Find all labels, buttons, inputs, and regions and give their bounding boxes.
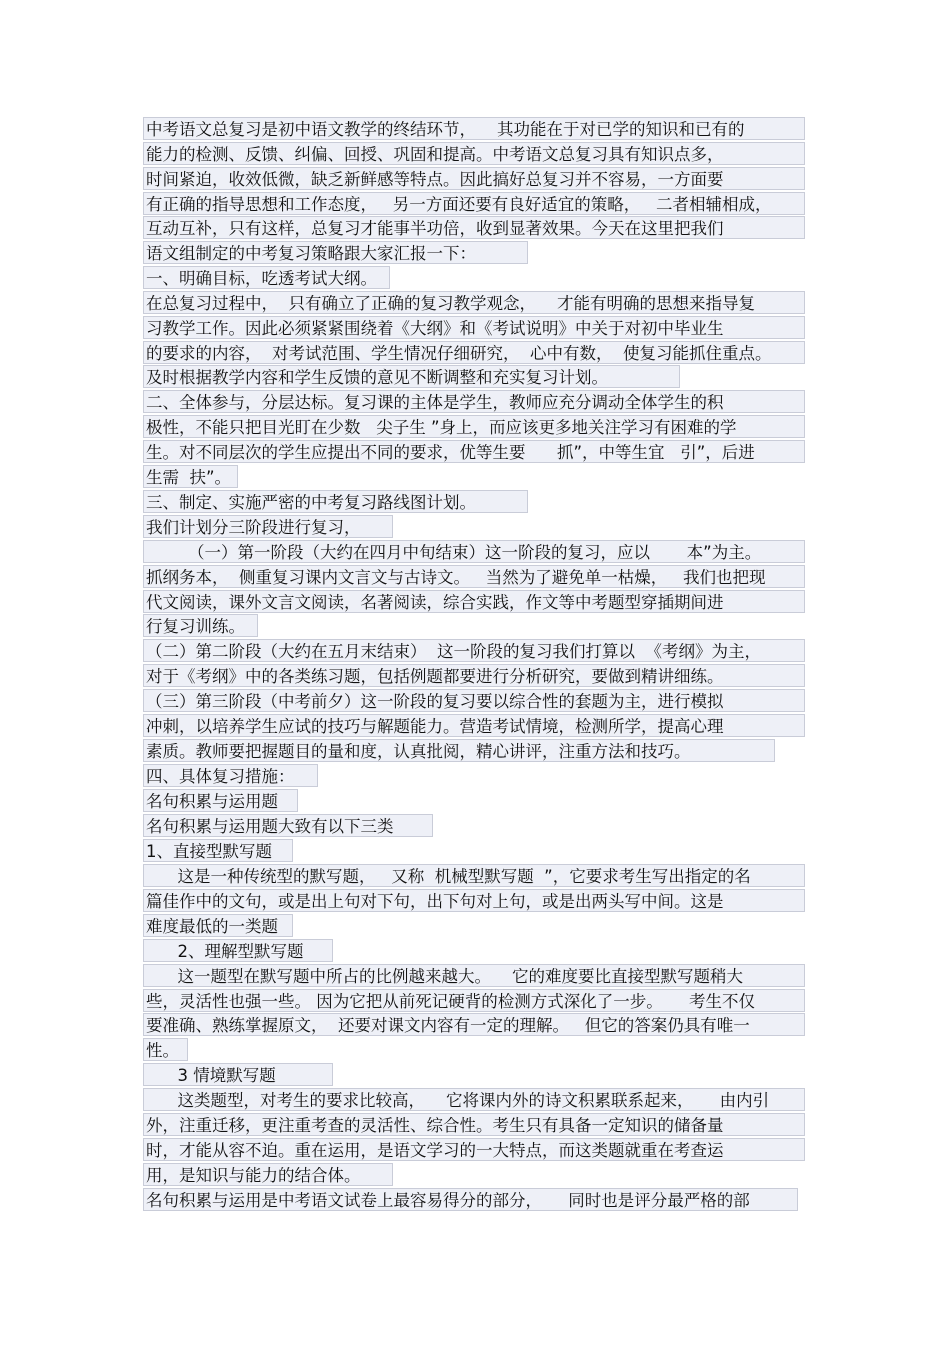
text-line: （二）第二阶段（大约在五月末结束） 这一阶段的复习我们打算以 《考纲》为主， bbox=[143, 639, 805, 662]
text-line: 3 情境默写题 bbox=[143, 1063, 333, 1086]
text-line: 极性，不能只把目光盯在少数 尖子生 ”身上，而应该更多地关注学习有困难的学 bbox=[143, 415, 805, 438]
text-line: 用，是知识与能力的结合体。 bbox=[143, 1163, 393, 1186]
text-line: 难度最低的一类题 bbox=[143, 914, 293, 937]
text-line: 名句积累与运用是中考语文试卷上最容易得分的部分， 同时也是评分最严格的部 bbox=[143, 1188, 798, 1211]
text-line: 我们计划分三阶段进行复习， bbox=[143, 515, 393, 538]
text-line: 互动互补，只有这样，总复习才能事半功倍，收到显著效果。今天在这里把我们 bbox=[143, 216, 805, 239]
text-line: 这是一种传统型的默写题， 又称 机械型默写题 ”，它要求考生写出指定的名 bbox=[143, 864, 805, 887]
text-line: 抓纲务本， 侧重复习课内文言文与古诗文。 当然为了避免单一枯燥， 我们也把现 bbox=[143, 565, 805, 588]
text-line: 语文组制定的中考复习策略跟大家汇报一下： bbox=[143, 241, 528, 264]
text-line: 篇佳作中的文句，或是出上句对下句，出下句对上句，或是出两头写中间。这是 bbox=[143, 889, 805, 912]
text-line: 时间紧迫，收效低微，缺乏新鲜感等特点。因此搞好总复习并不容易，一方面要 bbox=[143, 167, 805, 190]
text-line: 对于《考纲》中的各类练习题，包括例题都要进行分析研究，要做到精讲细练。 bbox=[143, 664, 805, 687]
text-line: 及时根据教学内容和学生反馈的意见不断调整和充实复习计划。 bbox=[143, 365, 680, 388]
text-line: 的要求的内容， 对考试范围、学生情况仔细研究， 心中有数， 使复习能抓住重点。 bbox=[143, 341, 805, 364]
text-line: 在总复习过程中， 只有确立了正确的复习教学观念， 才能有明确的思想来指导复 bbox=[143, 291, 805, 314]
text-line: 一、明确目标，吃透考试大纲。 bbox=[143, 266, 390, 289]
text-line: 二、全体参与，分层达标。复习课的主体是学生，教师应充分调动全体学生的积 bbox=[143, 390, 805, 413]
text-line: 要准确、熟练掌握原文， 还要对课文内容有一定的理解。 但它的答案仍具有唯一 bbox=[143, 1013, 805, 1036]
text-line: 素质。教师要把握题目的量和度，认真批阅，精心讲评，注重方法和技巧。 bbox=[143, 739, 775, 762]
text-line: 习教学工作。因此必须紧紧围绕着《大纲》和《考试说明》中关于对初中毕业生 bbox=[143, 316, 805, 339]
text-line: 外，注重迁移，更注重考查的灵活性、综合性。考生只有具备一定知识的储备量 bbox=[143, 1113, 805, 1136]
text-line: 名句积累与运用题 bbox=[143, 789, 298, 812]
text-line: 名句积累与运用题大致有以下三类 bbox=[143, 814, 433, 837]
text-line: 生需 扶”。 bbox=[143, 465, 238, 488]
text-line: 这类题型，对考生的要求比较高， 它将课内外的诗文积累联系起来， 由内引 bbox=[143, 1088, 805, 1111]
text-line: 生。对不同层次的学生应提出不同的要求，优等生要 抓”，中等生宜 引”，后进 bbox=[143, 440, 805, 463]
text-line: （一）第一阶段（大约在四月中旬结束）这一阶段的复习，应以 本”为主。 bbox=[143, 540, 805, 563]
text-line: 2、理解型默写题 bbox=[143, 939, 333, 962]
text-line: 四、具体复习措施： bbox=[143, 764, 318, 787]
text-line: 冲刺，以培养学生应试的技巧与解题能力。营造考试情境，检测所学，提高心理 bbox=[143, 714, 805, 737]
text-line: 1、直接型默写题 bbox=[143, 839, 293, 862]
text-line: （三）第三阶段（中考前夕）这一阶段的复习要以综合性的套题为主，进行模拟 bbox=[143, 689, 805, 712]
text-line: 代文阅读，课外文言文阅读，名著阅读，综合实践，作文等中考题型穿插期间进 bbox=[143, 590, 805, 613]
text-line: 三、制定、实施严密的中考复习路线图计划。 bbox=[143, 490, 528, 513]
text-line: 能力的检测、反馈、纠偏、回授、巩固和提高。中考语文总复习具有知识点多， bbox=[143, 142, 805, 165]
text-line: 这一题型在默写题中所占的比例越来越大。 它的难度要比直接型默写题稍大 bbox=[143, 964, 805, 987]
text-line: 有正确的指导思想和工作态度， 另一方面还要有良好适宜的策略， 二者相辅相成， bbox=[143, 192, 805, 215]
text-line: 性。 bbox=[143, 1038, 188, 1061]
text-line: 中考语文总复习是初中语文教学的终结环节， 其功能在于对已学的知识和已有的 bbox=[143, 117, 805, 140]
text-line: 些，灵活性也强一些。 因为它把从前死记硬背的检测方式深化了一步。 考生不仅 bbox=[143, 989, 805, 1012]
text-line: 行复习训练。 bbox=[143, 614, 258, 637]
text-line: 时，才能从容不迫。重在运用，是语文学习的一大特点，而这类题就重在考查运 bbox=[143, 1138, 805, 1161]
